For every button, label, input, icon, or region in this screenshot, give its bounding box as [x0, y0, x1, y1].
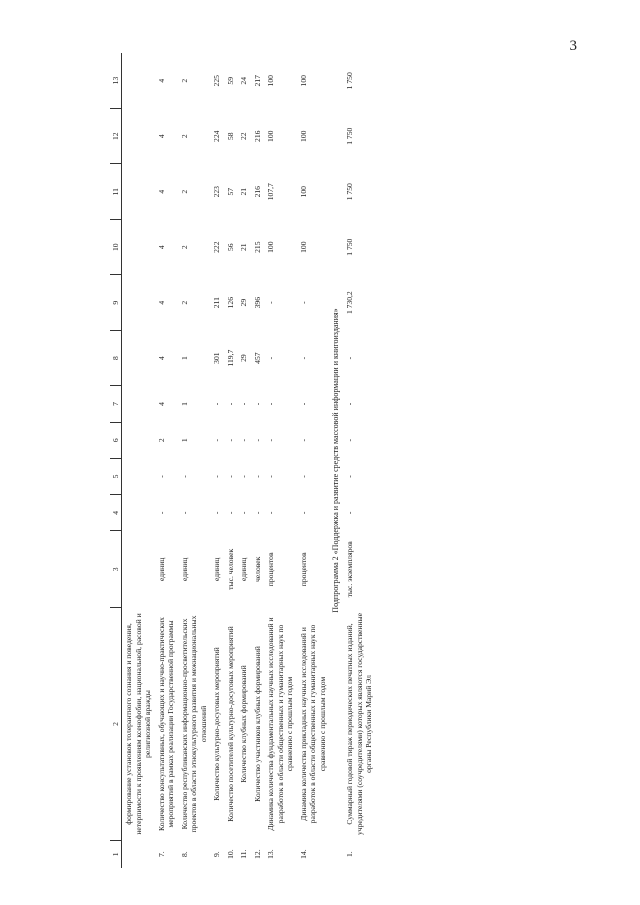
- row-number: 14.: [298, 849, 308, 859]
- value-cell: 107,7: [266, 183, 276, 201]
- indicator-name: Динамика количества прикладных научных исследований и разработок в области общественных и гуманитарных наук по сравнению с прошлым годом: [298, 624, 327, 824]
- value-cell: 396: [252, 296, 262, 309]
- indicator-name: Динамика количества фундаментальных научных исследований и разработок в области общественных и гуманитарных наук по сравнению с прошлым годом: [266, 617, 295, 831]
- value-cell: 119,7: [225, 349, 235, 367]
- value-cell: -: [298, 301, 308, 304]
- indicator-name: Количество клубных формирований: [239, 665, 249, 783]
- unit-cell: единиц: [179, 557, 189, 582]
- value-cell: 4: [156, 300, 166, 305]
- header-cell: 4: [110, 495, 122, 531]
- value-cell: 100: [298, 186, 308, 198]
- value-cell: 2: [179, 78, 189, 83]
- header-cell: 6: [110, 422, 122, 458]
- value-cell: 1 730,2: [345, 291, 355, 315]
- header-cell: 10: [110, 219, 122, 274]
- indicator-name: Количество посетителей культурно-досуговых мероприятий: [225, 626, 235, 822]
- value-cell: -: [156, 475, 166, 478]
- header-cell: 12: [110, 109, 122, 164]
- continuation-text: формирование установок толерантного сознания и поведения, нетерпимости к проявлениям ксенофобии, национальной, расовой и религиозной вражды: [124, 613, 153, 835]
- value-cell: 22: [239, 132, 249, 141]
- value-cell: 1: [179, 402, 189, 406]
- header-cell: 1: [110, 840, 122, 868]
- unit-cell: тыс. человек: [225, 548, 235, 590]
- value-cell: 225: [212, 75, 222, 87]
- value-cell: 29: [239, 354, 249, 362]
- continuation-row: [122, 53, 155, 868]
- value-cell: -: [239, 402, 249, 406]
- header-cell: 5: [110, 458, 122, 494]
- value-cell: 457: [252, 352, 262, 364]
- value-cell: -: [225, 439, 235, 442]
- value-cell: 4: [156, 356, 166, 361]
- value-cell: 29: [239, 298, 249, 307]
- row-number: 9.: [212, 851, 222, 857]
- value-cell: 216: [252, 186, 262, 198]
- row-number: 8.: [179, 851, 189, 857]
- value-cell: 100: [266, 241, 276, 253]
- row-number: 12.: [252, 849, 262, 859]
- value-cell: -: [252, 439, 262, 442]
- value-cell: 301: [212, 352, 222, 364]
- table-row: [155, 53, 178, 868]
- table-row: [224, 53, 237, 868]
- indicator-name: Количество консультативных, обучающих и научно-практических мероприятий в рамках реализации Государственной программы: [156, 617, 176, 831]
- value-cell: 57: [225, 187, 235, 196]
- value-cell: 59: [225, 76, 235, 85]
- value-cell: -: [345, 511, 355, 515]
- value-cell: -: [252, 402, 262, 406]
- value-cell: 217: [252, 75, 262, 87]
- value-cell: 100: [298, 241, 308, 253]
- value-cell: 4: [156, 134, 166, 139]
- header-row: [110, 53, 122, 868]
- value-cell: 100: [266, 130, 276, 142]
- value-cell: -: [345, 402, 355, 406]
- value-cell: -: [266, 475, 276, 478]
- value-cell: 4: [156, 78, 166, 83]
- value-cell: -: [179, 475, 189, 478]
- value-cell: -: [345, 475, 355, 478]
- value-cell: 1: [179, 356, 189, 361]
- subprogram-row: [329, 53, 343, 868]
- value-cell: -: [298, 356, 308, 360]
- table-row: [178, 53, 210, 868]
- header-cell: 9: [110, 275, 122, 330]
- value-cell: -: [212, 402, 222, 406]
- unit-cell: единиц: [156, 557, 166, 582]
- value-cell: 1 750: [345, 238, 355, 256]
- unit-cell: процентов: [266, 552, 276, 587]
- indicator-name: Количество участников клубных формирований: [252, 646, 262, 802]
- value-cell: 1 750: [345, 72, 355, 90]
- value-cell: 2: [179, 300, 189, 305]
- table-row: [251, 53, 264, 868]
- value-cell: -: [179, 511, 189, 515]
- value-cell: 1 750: [345, 127, 355, 145]
- value-cell: 58: [225, 132, 235, 141]
- table-row: [210, 53, 223, 868]
- value-cell: 224: [212, 130, 222, 142]
- value-cell: 4: [156, 402, 166, 406]
- table-row: [343, 53, 375, 868]
- row-number: 7.: [156, 851, 166, 857]
- value-cell: -: [212, 511, 222, 515]
- value-cell: -: [225, 511, 235, 515]
- header-cell: 3: [110, 531, 122, 608]
- unit-cell: единиц: [239, 557, 249, 582]
- row-number: 1.: [345, 851, 355, 857]
- value-cell: -: [252, 475, 262, 478]
- value-cell: 223: [212, 186, 222, 198]
- value-cell: -: [345, 439, 355, 442]
- indicator-name: Количество республиканских информационно-просветительских проектов в области этнокультурного развития и межнациональных отношений: [179, 615, 208, 833]
- value-cell: 4: [156, 245, 166, 250]
- page-number: 3: [569, 38, 577, 54]
- value-cell: -: [156, 511, 166, 515]
- value-cell: 1 750: [345, 183, 355, 201]
- unit-cell: человек: [252, 556, 262, 583]
- value-cell: -: [212, 439, 222, 442]
- value-cell: -: [239, 511, 249, 515]
- value-cell: 2: [179, 189, 189, 194]
- header-cell: 13: [110, 53, 122, 109]
- row-number: 11.: [239, 849, 249, 859]
- table-row: [297, 53, 329, 868]
- value-cell: -: [239, 475, 249, 478]
- rotated-table-container: [110, 53, 530, 868]
- value-cell: -: [239, 439, 249, 442]
- value-cell: 24: [239, 76, 249, 85]
- value-cell: -: [266, 402, 276, 406]
- value-cell: -: [266, 301, 276, 304]
- value-cell: 2: [179, 134, 189, 139]
- value-cell: 126: [225, 296, 235, 309]
- value-cell: 2: [156, 438, 166, 443]
- value-cell: -: [298, 402, 308, 406]
- value-cell: -: [266, 511, 276, 515]
- table-row: [237, 53, 250, 868]
- value-cell: 216: [252, 130, 262, 142]
- value-cell: 100: [298, 130, 308, 142]
- value-cell: -: [298, 475, 308, 478]
- row-number: 10.: [225, 849, 235, 859]
- row-number: 13.: [266, 849, 276, 859]
- value-cell: 56: [225, 243, 235, 251]
- value-cell: 4: [156, 189, 166, 194]
- unit-cell: единиц: [212, 557, 222, 582]
- subprogram-title: Подпрограмма 2 «Поддержка и развитие средств массовой информации и книгоиздания»: [331, 308, 341, 613]
- header-cell: 7: [110, 386, 122, 422]
- value-cell: 215: [252, 241, 262, 253]
- indicator-name: Суммарный годовой тираж периодических печатных изданий, учредителями (соучредителями) которых являются государственные органы Республики Марий Эл: [345, 613, 374, 835]
- value-cell: -: [266, 439, 276, 442]
- value-cell: 100: [298, 75, 308, 87]
- header-cell: 8: [110, 330, 122, 385]
- indicators-table: [110, 53, 376, 868]
- header-cell: 2: [110, 608, 122, 841]
- value-cell: 2: [179, 245, 189, 250]
- value-cell: -: [225, 475, 235, 478]
- value-cell: 1: [179, 438, 189, 443]
- value-cell: 21: [239, 187, 249, 196]
- header-cell: 11: [110, 164, 122, 219]
- indicator-name: Количество культурно-досуговых мероприятий: [212, 647, 222, 801]
- value-cell: -: [225, 402, 235, 406]
- value-cell: -: [298, 511, 308, 515]
- value-cell: 222: [212, 241, 222, 253]
- value-cell: -: [345, 356, 355, 360]
- value-cell: 100: [266, 75, 276, 87]
- value-cell: -: [266, 356, 276, 360]
- value-cell: -: [298, 439, 308, 442]
- value-cell: 21: [239, 243, 249, 251]
- value-cell: -: [212, 475, 222, 478]
- table-row: [264, 53, 296, 868]
- unit-cell: процентов: [298, 552, 308, 587]
- value-cell: 211: [212, 297, 222, 309]
- unit-cell: тыс. экземпляров: [345, 541, 355, 598]
- value-cell: -: [252, 511, 262, 515]
